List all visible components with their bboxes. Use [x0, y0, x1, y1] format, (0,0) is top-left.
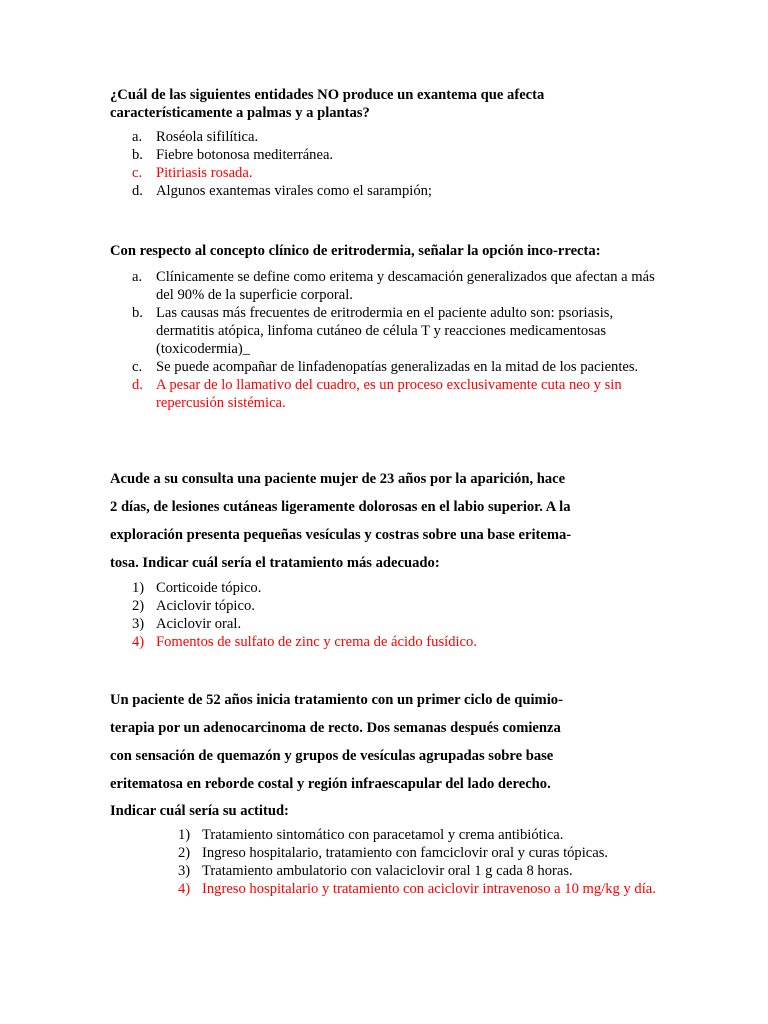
question-stem-line: Un paciente de 52 años inicia tratamiento con un primer ciclo de quimio-	[110, 692, 563, 708]
option-marker: a.	[132, 269, 143, 285]
option-text: Aciclovir tópico.	[156, 598, 255, 614]
question-stem-line: tosa. Indicar cuál sería el tratamiento más adecuado:	[110, 555, 440, 571]
option-1	[110, 579, 670, 597]
option-2	[110, 597, 670, 615]
option-1	[110, 826, 680, 844]
question-1	[110, 86, 670, 200]
option-marker: c.	[132, 359, 143, 375]
option-text: Fiebre botonosa mediterránea.	[156, 147, 334, 163]
question-2	[110, 242, 670, 412]
option-text: Algunos exantemas virales como el sarampión;	[156, 183, 432, 199]
option-text: Pitiriasis rosada.	[156, 165, 253, 181]
options-list	[110, 826, 680, 898]
option-marker: d.	[132, 377, 143, 393]
question-stem-line: Indicar cuál sería su actitud:	[110, 803, 289, 819]
option-text: Roséola sifilítica.	[156, 129, 259, 145]
option-text: Fomentos de sulfato de zinc y crema de ácido fusídico.	[156, 634, 477, 650]
question-stem-line: eritematosa en reborde costal y región infraescapular del lado derecho.	[110, 776, 551, 792]
option-text: Aciclovir oral.	[156, 616, 242, 632]
question-stem-line: con sensación de quemazón y grupos de vesículas agrupadas sobre base	[110, 748, 554, 764]
option-text: Corticoide tópico.	[156, 580, 262, 596]
question-4	[110, 686, 680, 898]
option-2	[110, 844, 680, 862]
question-stem-line: terapia por un adenocarcinoma de recto. Dos semanas después comienza	[110, 720, 561, 736]
option-4-correct	[110, 880, 680, 898]
question-stem: Con respecto al concepto clínico de eritrodermia, señalar la opción inco-rrecta:	[110, 243, 601, 259]
option-marker: 4)	[132, 634, 145, 650]
options-list	[110, 579, 670, 651]
option-a	[110, 128, 670, 146]
question-stem-line: Acude a su consulta una paciente mujer de 23 años por la aparición, hace	[110, 471, 566, 487]
option-text: Tratamiento sintomático con paracetamol y crema antibiótica.	[202, 827, 564, 843]
option-3	[110, 862, 680, 880]
option-text: Tratamiento ambulatorio con valaciclovir oral 1 g cada 8 horas.	[202, 863, 573, 879]
option-marker: 4)	[178, 881, 191, 897]
question-3	[110, 465, 670, 651]
options-list	[110, 268, 670, 412]
option-text: Ingreso hospitalario, tratamiento con famciclovir oral y curas tópicas.	[202, 845, 609, 861]
option-4-correct	[110, 633, 670, 651]
option-marker: d.	[132, 183, 143, 199]
options-list	[110, 128, 670, 200]
option-text: Se puede acompañar de linfadenopatías generalizadas en la mitad de los pacientes.	[156, 359, 639, 375]
option-c	[110, 358, 670, 376]
option-marker: 1)	[178, 827, 191, 843]
option-b	[110, 146, 670, 164]
option-a	[110, 268, 670, 304]
option-marker: 3)	[132, 616, 145, 632]
option-d-correct	[110, 376, 670, 412]
option-text: Clínicamente se define como eritema y descamación generalizados que afectan a más del 90% de la superficie corporal.	[156, 269, 655, 303]
question-stem-line: 2 días, de lesiones cutáneas ligeramente dolorosas en el labio superior. A la	[110, 499, 571, 515]
option-marker: 2)	[178, 845, 191, 861]
option-text: A pesar de lo llamativo del cuadro, es un proceso exclusivamente cuta neo y sin repercusión sistémica.	[156, 377, 622, 411]
question-stem-line: exploración presenta pequeñas vesículas y costras sobre una base eritema-	[110, 527, 572, 543]
option-text: Las causas más frecuentes de eritrodermia en el paciente adulto son: psoriasis, dermatitis atópica, linfoma cutáneo de célula T y reacciones medicamentosas (toxicodermia)_	[156, 305, 614, 357]
option-d	[110, 182, 670, 200]
option-marker: c.	[132, 165, 143, 181]
option-b	[110, 304, 670, 358]
option-marker: b.	[132, 147, 143, 163]
option-marker: a.	[132, 129, 143, 145]
option-marker: 3)	[178, 863, 191, 879]
question-stem: ¿Cuál de las siguientes entidades NO produce un exantema que afecta característicamente a palmas y a plantas?	[110, 87, 545, 121]
option-c-correct	[110, 164, 670, 182]
option-marker: 2)	[132, 598, 145, 614]
option-text: Ingreso hospitalario y tratamiento con aciclovir intravenoso a 10 mg/kg y día.	[202, 881, 656, 897]
option-3	[110, 615, 670, 633]
option-marker: 1)	[132, 580, 145, 596]
option-marker: b.	[132, 305, 143, 321]
